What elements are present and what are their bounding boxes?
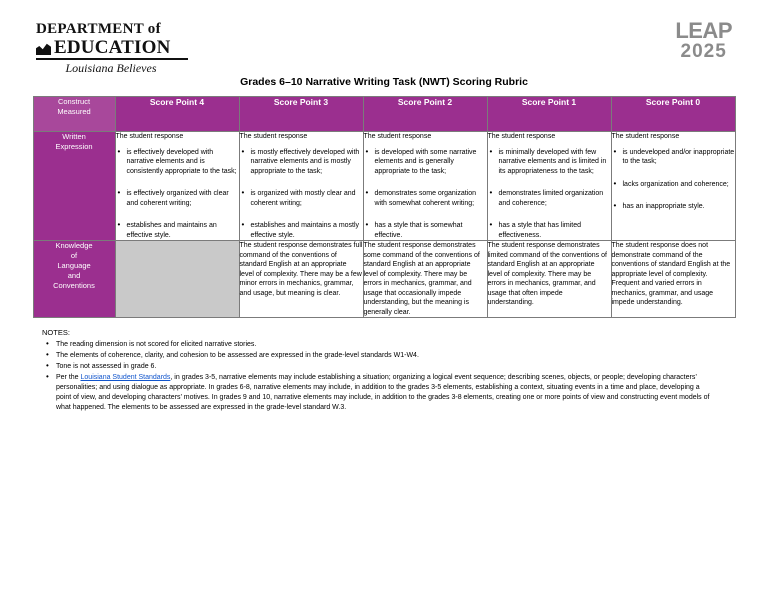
header-score-point-4: Score Point 4 xyxy=(115,97,239,132)
list-item: • is minimally developed with few narrative elements and is limited in its appropriateness to the task; xyxy=(499,148,611,177)
cell-kl-score0 xyxy=(611,241,735,318)
cell-we-score4-lead: The student response xyxy=(115,133,184,140)
scoring-rubric-table xyxy=(33,96,736,318)
leap-year: 2025 xyxy=(680,41,727,62)
list-item: • has a style that has limited effectiveness. xyxy=(499,221,611,240)
cell-kl-score3-text: The student response demonstrates full command of the conventions of standard English at an appropriate level of complexity. There may be a few minor errors in mechanics, grammar, and usage, but meaning is clear. xyxy=(239,242,363,297)
header-construct-line1: Construct xyxy=(57,97,91,106)
cell-kl-score2-text: The student response demonstrates some command of the conventions of standard English at an appropriate level of complexity. There may be errors in mechanics, grammar, and usage that occasionally impede understanding, but the meaning is generally clear. xyxy=(363,242,480,316)
logo-tagline: Louisiana Believes xyxy=(65,61,157,75)
header-score-point-0: Score Point 0 xyxy=(611,97,735,132)
list-item: • The elements of coherence, clarity, and cohesion to be assessed are expressed in the grade-level standards W1-W4. xyxy=(56,351,750,361)
list-item: • is effectively developed with narrative elements and is consistently appropriate to the task; xyxy=(127,148,239,177)
header-construct-measured xyxy=(33,97,115,132)
list-item: • establishes and maintains a mostly effective style. xyxy=(251,221,363,240)
cell-we-score1-list xyxy=(488,148,611,241)
logo-education-row xyxy=(36,38,196,57)
list-item: • is developed with some narrative elements and is generally appropriate to the task; xyxy=(375,148,487,177)
cell-kl-score1-text: The student response demonstrates limited command of the conventions of standard English at an appropriate level of complexity. There may be errors in mechanics, grammar, and usage that often impede understanding. xyxy=(487,242,607,306)
list-item: • is undeveloped and/or inappropriate to the task; xyxy=(623,148,735,167)
row-label-knowledge-of-language xyxy=(33,241,115,318)
logo-department-text xyxy=(36,22,196,37)
logo-education-label: EDUCATION xyxy=(54,37,171,58)
list-item: • lacks organization and coherence; xyxy=(623,180,735,190)
list-item: • The reading dimension is not scored for elicited narrative stories. xyxy=(56,340,750,350)
cell-we-score3-lead: The student response xyxy=(239,133,308,140)
pelican-icon xyxy=(36,40,51,55)
list-item: • Tone is not assessed in grade 6. xyxy=(56,362,750,372)
list-item-standards xyxy=(56,373,750,413)
cell-we-score2-list xyxy=(364,148,487,241)
list-item: • demonstrates some organization with somewhat coherent writing; xyxy=(375,189,487,208)
notes-section xyxy=(42,328,750,413)
list-item: • has an inappropriate style. xyxy=(623,202,735,212)
cell-we-score4-list xyxy=(116,148,239,241)
list-item: • has a style that is somewhat effective. xyxy=(375,221,487,240)
cell-we-score0-lead: The student response xyxy=(611,133,680,140)
table-row-written-expression xyxy=(33,132,735,241)
page-title: Grades 6–10 Narrative Writing Task (NWT) Scoring Rubric xyxy=(240,76,528,88)
row-label-line5: Conventions xyxy=(53,281,95,290)
row-label-line2: Expression xyxy=(55,142,93,151)
cell-we-score2 xyxy=(363,132,487,241)
list-item: • demonstrates limited organization and coherence; xyxy=(499,189,611,208)
logo-department-label: DEPARTMENT of xyxy=(36,21,161,37)
header-construct-line2: Measured xyxy=(57,107,91,116)
header-score-point-1: Score Point 1 xyxy=(487,97,611,132)
list-item: • is mostly effectively developed with narrative elements and is mostly appropriate to the task; xyxy=(251,148,363,177)
list-item: • establishes and maintains an effective style. xyxy=(127,221,239,240)
cell-we-score1 xyxy=(487,132,611,241)
row-label-written-expression xyxy=(33,132,115,241)
row-label-line3: Language xyxy=(57,261,91,270)
cell-kl-score4-empty xyxy=(115,241,239,318)
logo-divider xyxy=(36,58,188,60)
cell-kl-score0-text: The student response does not demonstrate command of the conventions of standard English at the appropriate level of complexity. Frequent and varied errors in mechanics, grammar, and usage impede understanding. xyxy=(611,242,731,306)
list-item: • is effectively organized with clear and coherent writing; xyxy=(127,189,239,208)
row-label-line2: of xyxy=(70,251,78,260)
leap-logo xyxy=(675,20,732,62)
cell-we-score4 xyxy=(115,132,239,241)
cell-kl-score3 xyxy=(239,241,363,318)
table-row-knowledge-of-language xyxy=(33,241,735,318)
header-score-point-2: Score Point 2 xyxy=(363,97,487,132)
document-header xyxy=(18,12,750,75)
cell-kl-score1 xyxy=(487,241,611,318)
louisiana-doe-logo xyxy=(36,22,196,76)
cell-we-score3-list xyxy=(240,148,363,241)
notes-item4-suffix: , in grades 3-5, narrative elements may include establishing a situation; organizing a logical event sequence; describing scenes, objects, or people; developing characters’ personalities; and using dialogue as appropriate. In grades 6-8, narrative elements may include, in addition to the grades 3-5 elements, establishing a context, situating events in a time and place, developing a point of view, and developing characters’ motives. In grades 9 and 10, narrative elements may include, in addition to the grades 3-8 elements, creating one or more points of view and constructing event models of what happened. The elements to be assessed are expressed in the grade-level standard W.3. xyxy=(56,374,710,411)
row-label-line1: Written xyxy=(62,132,86,141)
cell-we-score2-lead: The student response xyxy=(363,133,432,140)
leap-wordmark: LEAP xyxy=(675,18,732,43)
notes-list xyxy=(42,340,750,413)
header-score-point-3: Score Point 3 xyxy=(239,97,363,132)
list-item: • is organized with mostly clear and coherent writing; xyxy=(251,189,363,208)
cell-we-score0 xyxy=(611,132,735,241)
cell-kl-score2 xyxy=(363,241,487,318)
notes-heading: NOTES: xyxy=(42,328,70,337)
cell-we-score0-list xyxy=(612,148,735,212)
cell-we-score3 xyxy=(239,132,363,241)
row-label-line1: Knowledge xyxy=(55,241,93,250)
notes-item4-prefix: Per the xyxy=(56,374,81,381)
row-label-line4: and xyxy=(67,271,81,280)
cell-we-score1-lead: The student response xyxy=(487,133,556,140)
louisiana-student-standards-link[interactable]: Louisiana Student Standards xyxy=(80,374,171,381)
table-header-row xyxy=(33,97,735,132)
